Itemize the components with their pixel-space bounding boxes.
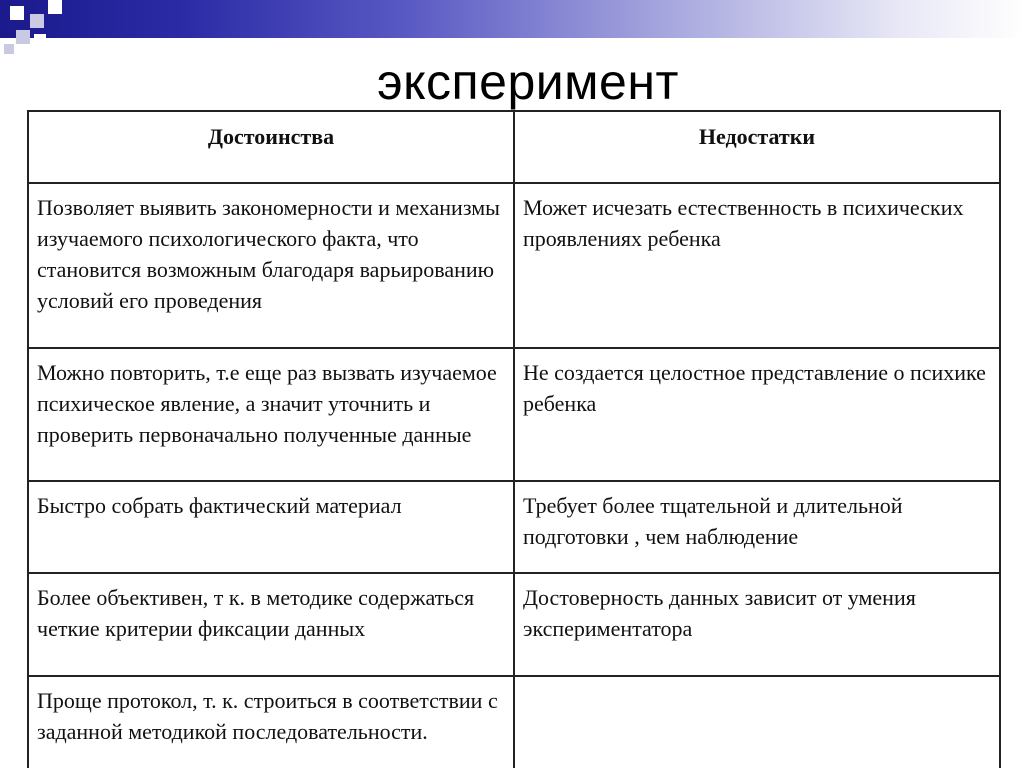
table-row (28, 183, 1000, 348)
advantage-cell: Быстро собрать фактический материал (28, 481, 514, 573)
decorative-square (16, 30, 30, 44)
table-row (28, 481, 1000, 573)
table-header-row (28, 111, 1000, 183)
decorative-square (34, 34, 46, 46)
advantage-cell: Позволяет выявить закономерности и механизмы изучаемого психологического факта, что становится возможным благодаря варьированию условий его проведения (28, 183, 514, 348)
decorative-square (10, 6, 24, 20)
decorative-header-band (0, 0, 1024, 38)
comparison-table (27, 110, 1001, 768)
table-row (28, 676, 1000, 768)
advantage-cell: Проще протокол, т. к. строиться в соответствии с заданной методикой последовательности. (28, 676, 514, 768)
header-advantages: Достоинства (28, 111, 514, 183)
disadvantage-cell: Может исчезать естественность в психических проявлениях ребенка (514, 183, 1000, 348)
disadvantage-cell: Достоверность данных зависит от умения экспериментатора (514, 573, 1000, 676)
advantage-cell: Можно повторить, т.е еще раз вызвать изучаемое психическое явление, а значит уточнить и проверить первоначально полученные данные (28, 348, 514, 481)
disadvantage-cell: Не создается целостное представление о психике ребенка (514, 348, 1000, 481)
disadvantage-cell (514, 676, 1000, 768)
table-row (28, 348, 1000, 481)
table-row (28, 573, 1000, 676)
header-disadvantages: Недостатки (514, 111, 1000, 183)
advantage-cell: Более объективен, т к. в методике содержаться четкие критерии фиксации данных (28, 573, 514, 676)
decorative-square (30, 14, 44, 28)
slide-title: эксперимент (377, 54, 679, 110)
disadvantage-cell: Требует более тщательной и длительной подготовки , чем наблюдение (514, 481, 1000, 573)
decorative-square (48, 0, 62, 14)
